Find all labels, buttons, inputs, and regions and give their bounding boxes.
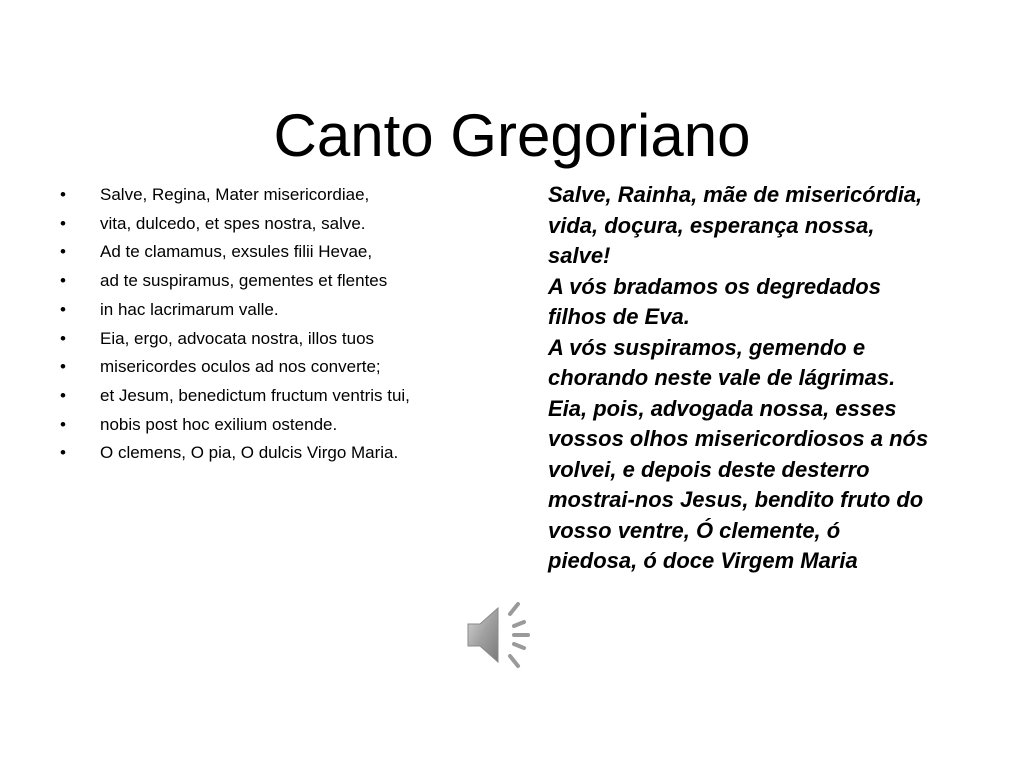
bullet-icon: • bbox=[60, 328, 66, 348]
translation-line: Salve, Rainha, mãe de misericórdia, bbox=[548, 182, 923, 207]
bullet-icon: • bbox=[60, 385, 66, 405]
list-item bbox=[60, 181, 500, 210]
list-item bbox=[60, 238, 500, 267]
translation-line: A vós bradamos os degredados bbox=[548, 273, 881, 299]
list-item bbox=[60, 353, 500, 382]
translation-line: Eia, pois, advogada nossa, esses bbox=[548, 395, 897, 421]
bullet-icon: • bbox=[60, 299, 66, 319]
bullet-icon: • bbox=[60, 271, 66, 291]
latin-line: Eia, ergo, advocata nostra, illos tuos bbox=[100, 328, 375, 348]
latin-line: Ad te clamamus, exsules filii Hevae, bbox=[100, 242, 373, 262]
slide-title: Canto Gregoriano bbox=[273, 102, 751, 170]
latin-line: Salve, Regina, Mater misericordiae, bbox=[100, 185, 370, 204]
bullet-icon: • bbox=[60, 357, 66, 377]
list-item bbox=[60, 411, 500, 440]
speaker-icon[interactable] bbox=[464, 600, 536, 670]
latin-line: misericordes oculos ad nos converte; bbox=[100, 357, 381, 377]
bullet-icon: • bbox=[60, 213, 66, 233]
list-item bbox=[60, 296, 500, 325]
latin-line: et Jesum, benedictum fructum ventris tui, bbox=[100, 385, 410, 405]
translation-line: vossos olhos misericordiosos a nós bbox=[548, 426, 929, 451]
portuguese-translation bbox=[548, 180, 998, 577]
translation-line: A vós suspiramos, gemendo e bbox=[548, 334, 866, 360]
translation-line: mostrai-nos Jesus, bendito fruto do bbox=[548, 487, 924, 512]
latin-line: nobis post hoc exilium ostende. bbox=[100, 414, 338, 434]
latin-line: in hac lacrimarum valle. bbox=[100, 299, 279, 319]
translation-line: vosso ventre, Ó clemente, ó bbox=[548, 517, 841, 543]
translation-line: filhos de Eva. bbox=[548, 304, 690, 329]
latin-line: ad te suspiramus, gementes et flentes bbox=[100, 271, 388, 291]
latin-line: O clemens, O pia, O dulcis Virgo Maria. bbox=[100, 443, 399, 463]
list-item bbox=[60, 439, 500, 468]
list-item bbox=[60, 325, 500, 354]
translation-line: chorando neste vale de lágrimas. bbox=[548, 365, 896, 390]
translation-line: vida, doçura, esperança nossa, bbox=[548, 212, 875, 238]
list-item bbox=[60, 210, 500, 239]
translation-line: piedosa, ó doce Virgem Maria bbox=[548, 548, 858, 573]
translation-line: volvei, e depois deste desterro bbox=[548, 456, 870, 482]
latin-line: vita, dulcedo, et spes nostra, salve. bbox=[100, 213, 366, 233]
list-item bbox=[60, 267, 500, 296]
bullet-icon: • bbox=[60, 242, 66, 262]
list-item bbox=[60, 382, 500, 411]
latin-lyrics-list bbox=[60, 181, 500, 468]
bullet-icon: • bbox=[60, 414, 66, 434]
bullet-icon: • bbox=[60, 185, 66, 204]
bullet-icon: • bbox=[60, 443, 66, 463]
translation-line: salve! bbox=[548, 243, 611, 268]
